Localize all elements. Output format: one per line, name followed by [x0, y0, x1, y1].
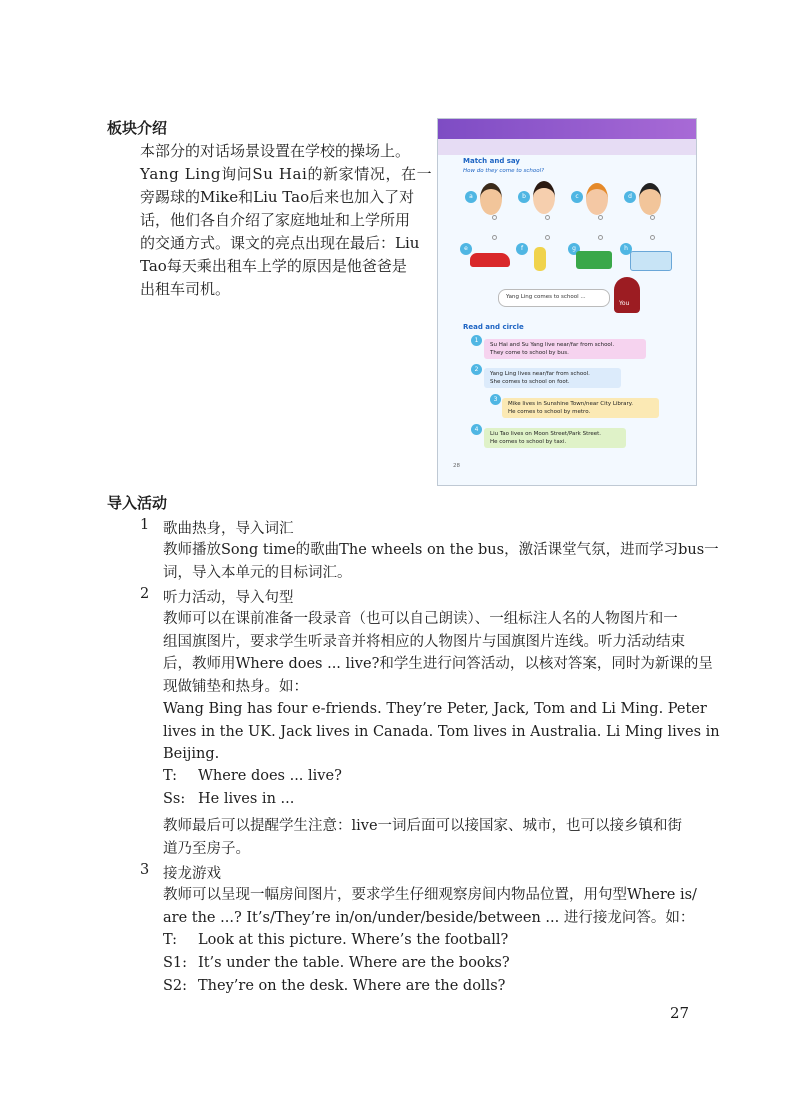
- match-dot: [545, 235, 550, 240]
- item-body: 教师可以呈现一幅房间图片，要求学生仔细观察房间内物品位置，用句型Where is/ are the ...? It’s/They’re in/on/under/beside/between ... 进行接龙问答。如：: [163, 887, 697, 926]
- match-dot: [598, 215, 603, 220]
- you-label: You: [619, 300, 630, 307]
- match-dot: [492, 215, 497, 220]
- intro-line: 出租车司机。: [140, 280, 231, 298]
- book-page-number: 28: [453, 463, 460, 469]
- item-heading: 听力活动，导入句型: [163, 590, 294, 606]
- letter-d: d: [624, 191, 636, 203]
- card-number: 4: [471, 424, 482, 435]
- match-dot: [598, 235, 603, 240]
- read-card: Liu Tao lives on Moon Street/Park Street. He comes to school by taxi.: [484, 428, 626, 448]
- letter-g: g: [568, 243, 580, 255]
- header-band: [438, 119, 696, 139]
- item-number: 2: [140, 586, 150, 602]
- intro-line: Tao每天乘出租车上学的原因是他爸爸是: [140, 257, 407, 275]
- bus-icon: [576, 251, 612, 269]
- character-face: [586, 183, 608, 215]
- match-dot: [545, 215, 550, 220]
- intro-line: Yang Ling询问Su Hai的新家情况，在一: [140, 165, 433, 183]
- item-number: 3: [140, 862, 150, 878]
- intro-line: 话，他们各自介绍了家庭地址和上学所用: [140, 211, 411, 229]
- match-title: Match and say: [463, 157, 520, 165]
- intro-line: 的交通方式。课文的亮点出现在最后：Liu: [140, 234, 420, 252]
- match-question: How do they come to school?: [463, 168, 545, 174]
- read-card: Yang Ling lives near/far from school. She comes to school on foot.: [484, 368, 621, 388]
- speech-text: Yang Ling comes to school ...: [506, 294, 586, 300]
- dialog-line: S1: It’s under the table. Where are the books?: [163, 955, 510, 971]
- item-heading: 接龙游戏: [163, 866, 221, 882]
- dialog-line: T: Look at this picture. Where’s the football?: [163, 932, 509, 948]
- match-dot: [492, 235, 497, 240]
- dialog-line: T: Where does ... live?: [163, 768, 342, 784]
- item-number: 1: [140, 517, 150, 533]
- letter-h: h: [620, 243, 632, 255]
- you-avatar: [614, 277, 640, 313]
- letter-b: b: [518, 191, 530, 203]
- walking-girl-icon: [534, 247, 546, 271]
- card-number: 2: [471, 364, 482, 375]
- character-face: [533, 181, 555, 214]
- item-body: 教师可以在课前准备一段录音（也可以自己朗读）、一组标注人名的人物图片和一 组国旗图片，要求学生听录音并将相应的人物图片与国旗图片连线。听力活动结束 后，教师用Where does ... live?和学生进行问答活动，以核对答案，同时为新课的呈 现做铺垫和热身。如： Wang Bing has four e-friends. They’re Peter, Jack, Tom and Li Ming. Peter lives in the UK. Jack lives in Canada. Tom lives in Australia. Li Ming lives in Beijing.: [163, 611, 720, 762]
- letter-c: c: [571, 191, 583, 203]
- letter-a: a: [465, 191, 477, 203]
- section-title-intro: 板块介绍: [107, 119, 168, 137]
- section-title-lead-in: 导入活动: [107, 494, 168, 512]
- letter-e: e: [460, 243, 472, 255]
- card-number: 3: [490, 394, 501, 405]
- taxi-icon: [470, 253, 510, 267]
- dialog-line: S2: They’re on the desk. Where are the dolls?: [163, 978, 506, 994]
- card-number: 1: [471, 335, 482, 346]
- read-card: Su Hai and Su Yang live near/far from school. They come to school by bus.: [484, 339, 646, 359]
- item-heading: 歌曲热身，导入词汇: [163, 521, 294, 537]
- match-dot: [650, 235, 655, 240]
- intro-line: 旁踢球的Mike和Liu Tao后来也加入了对: [140, 188, 415, 206]
- page-number: 27: [670, 1004, 690, 1022]
- match-dot: [650, 215, 655, 220]
- metro-icon: [630, 251, 672, 271]
- character-face: [639, 183, 661, 215]
- item-body: 教师播放Song time的歌曲The wheels on the bus，激活课堂气氛，进而学习bus一 词，导入本单元的目标词汇。: [163, 542, 719, 581]
- intro-line: 本部分的对话场景设置在学校的操场上。: [140, 142, 411, 160]
- character-face: [480, 183, 502, 215]
- item-body: 教师最后可以提醒学生注意：live一词后面可以接国家、城市，也可以接乡镇和街 道乃至房子。: [163, 818, 683, 857]
- header-band-light: [438, 139, 696, 155]
- textbook-page-image: [437, 118, 697, 486]
- letter-f: f: [516, 243, 528, 255]
- read-title: Read and circle: [463, 323, 524, 331]
- read-card: Mike lives in Sunshine Town/near City Library. He comes to school by metro.: [502, 398, 659, 418]
- dialog-line: Ss: He lives in ...: [163, 791, 295, 807]
